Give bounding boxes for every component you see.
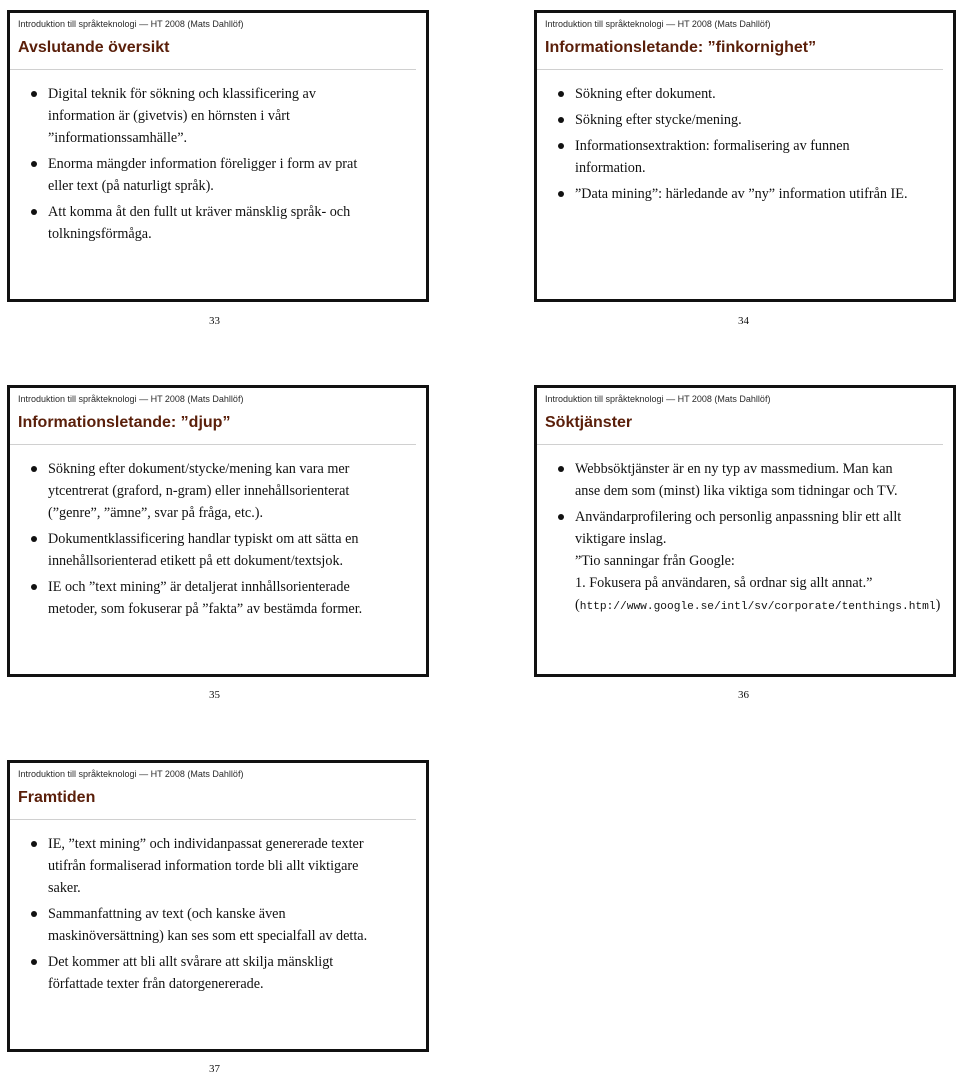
- slide-header: Introduktion till språkteknologi — HT 2008 (Mats Dahllöf): [18, 394, 244, 404]
- item-line: Det kommer att bli allt svårare att skilja mänskligt: [48, 954, 334, 970]
- title-divider: [537, 444, 943, 445]
- bullet-item: [18, 153, 414, 197]
- item-line: maskinöversättning) kan ses som ett specialfall av detta.: [48, 928, 368, 944]
- item-line: anse dem som (minst) lika viktiga som tidningar och TV.: [575, 483, 898, 499]
- bullet-icon: [31, 466, 37, 472]
- slide-35: [7, 385, 429, 677]
- item-line: Sökning efter dokument.: [575, 86, 716, 102]
- page-number: 36: [738, 689, 749, 701]
- slide-header: Introduktion till språkteknologi — HT 2008 (Mats Dahllöf): [18, 19, 244, 29]
- item-line: Webbsöktjänster är en ny typ av massmedium. Man kan: [575, 461, 893, 477]
- slide-title: Framtiden: [18, 789, 96, 806]
- item-line: tolkningsförmåga.: [48, 226, 152, 242]
- bullet-icon: [558, 466, 564, 472]
- bullet-item: [18, 83, 414, 149]
- item-line: Digital teknik för sökning och klassificering av: [48, 86, 316, 102]
- bullet-item: [545, 109, 941, 131]
- item-line: Att komma åt den fullt ut kräver mänsklig språk- och: [48, 204, 351, 220]
- bullet-item: [18, 458, 414, 524]
- item-line: utifrån formaliserad information torde bli allt viktigare: [48, 858, 359, 874]
- bullet-item: [545, 135, 941, 179]
- bullet-icon: [558, 91, 564, 97]
- bullet-icon: [31, 536, 37, 542]
- item-line: saker.: [48, 880, 81, 896]
- item-line: information är (givetvis) en hörnsten i vårt: [48, 108, 290, 124]
- slide-title: Avslutande översikt: [18, 39, 170, 56]
- item-line: 1. Fokusera på användaren, så ordnar sig allt annat.”: [575, 575, 873, 591]
- slide-title: Söktjänster: [545, 414, 633, 431]
- slide-header: Introduktion till språkteknologi — HT 2008 (Mats Dahllöf): [545, 394, 771, 404]
- slide-36: [534, 385, 956, 677]
- bullet-item: [18, 833, 414, 899]
- page-number: 37: [209, 1063, 220, 1075]
- bullet-icon: [31, 161, 37, 167]
- bullet-item: [18, 528, 414, 572]
- bullet-icon: [558, 117, 564, 123]
- slide-title: Informationsletande: ”finkornighet”: [545, 39, 817, 56]
- bullet-list: [18, 83, 414, 249]
- item-line: viktigare inslag.: [575, 531, 667, 547]
- bullet-list: [18, 458, 414, 624]
- slide-33: [7, 10, 429, 302]
- item-line: eller text (på naturligt språk).: [48, 178, 214, 194]
- bullet-icon: [31, 209, 37, 215]
- title-divider: [10, 444, 416, 445]
- bullet-icon: [558, 143, 564, 149]
- bullet-list: [18, 833, 414, 999]
- item-line: Sökning efter dokument/stycke/mening kan vara mer: [48, 461, 350, 477]
- bullet-list: [545, 83, 941, 209]
- bullet-icon: [31, 911, 37, 917]
- bullet-icon: [31, 841, 37, 847]
- bullet-item: [18, 951, 414, 995]
- item-line: innehållsorienterad etikett på ett dokument/textsjok.: [48, 553, 344, 569]
- url-paren-open: (: [575, 597, 580, 613]
- bullet-item: [545, 458, 941, 502]
- google-url-link[interactable]: http://www.google.se/intl/sv/corporate/tenthings.html: [579, 601, 936, 613]
- bullet-item: [545, 506, 941, 618]
- item-line: ”Data mining”: härledande av ”ny” information utifrån IE.: [575, 186, 908, 202]
- item-line: information.: [575, 160, 646, 176]
- item-line: Sammanfattning av text (och kanske även: [48, 906, 286, 922]
- page-number: 33: [209, 315, 220, 327]
- item-line: ”informationssamhälle”.: [48, 130, 188, 146]
- title-divider: [537, 69, 943, 70]
- slide-header: Introduktion till språkteknologi — HT 2008 (Mats Dahllöf): [18, 769, 244, 779]
- item-line: IE, ”text mining” och individanpassat genererade texter: [48, 836, 364, 852]
- bullet-item: [18, 201, 414, 245]
- bullet-item: [545, 83, 941, 105]
- page-number: 35: [209, 689, 220, 701]
- item-line: ”Tio sanningar från Google:: [575, 553, 735, 569]
- item-line: (”genre”, ”ämne”, svar på fråga, etc.).: [48, 505, 264, 521]
- item-line: Dokumentklassificering handlar typiskt om att sätta en: [48, 531, 359, 547]
- item-line: ytcentrerat (graford, n-gram) eller innehållsorienterat: [48, 483, 350, 499]
- bullet-list: [545, 458, 941, 622]
- bullet-icon: [558, 191, 564, 197]
- title-divider: [10, 69, 416, 70]
- bullet-item: [545, 183, 941, 205]
- item-line: IE och ”text mining” är detaljerat innhållsorienterade: [48, 579, 350, 595]
- item-line: Informationsextraktion: formalisering av funnen: [575, 138, 850, 154]
- bullet-item: [18, 576, 414, 620]
- bullet-icon: [558, 514, 564, 520]
- item-line: Sökning efter stycke/mening.: [575, 112, 742, 128]
- item-line: Enorma mängder information föreligger i form av prat: [48, 156, 358, 172]
- bullet-icon: [31, 959, 37, 965]
- bullet-icon: [31, 584, 37, 590]
- url-paren-close: ): [935, 597, 941, 613]
- bullet-item: [18, 903, 414, 947]
- item-line: Användarprofilering och personlig anpassning blir ett allt: [575, 509, 902, 525]
- slide-37: [7, 760, 429, 1052]
- url-line: [575, 594, 941, 618]
- slide-header: Introduktion till språkteknologi — HT 2008 (Mats Dahllöf): [545, 19, 771, 29]
- slide-title: Informationsletande: ”djup”: [18, 414, 231, 431]
- page-number: 34: [738, 315, 749, 327]
- slide-34: [534, 10, 956, 302]
- bullet-icon: [31, 91, 37, 97]
- item-line: metoder, som fokuserar på ”fakta” av bestämda former.: [48, 601, 363, 617]
- item-line: författade texter från datorgenererade.: [48, 976, 264, 992]
- title-divider: [10, 819, 416, 820]
